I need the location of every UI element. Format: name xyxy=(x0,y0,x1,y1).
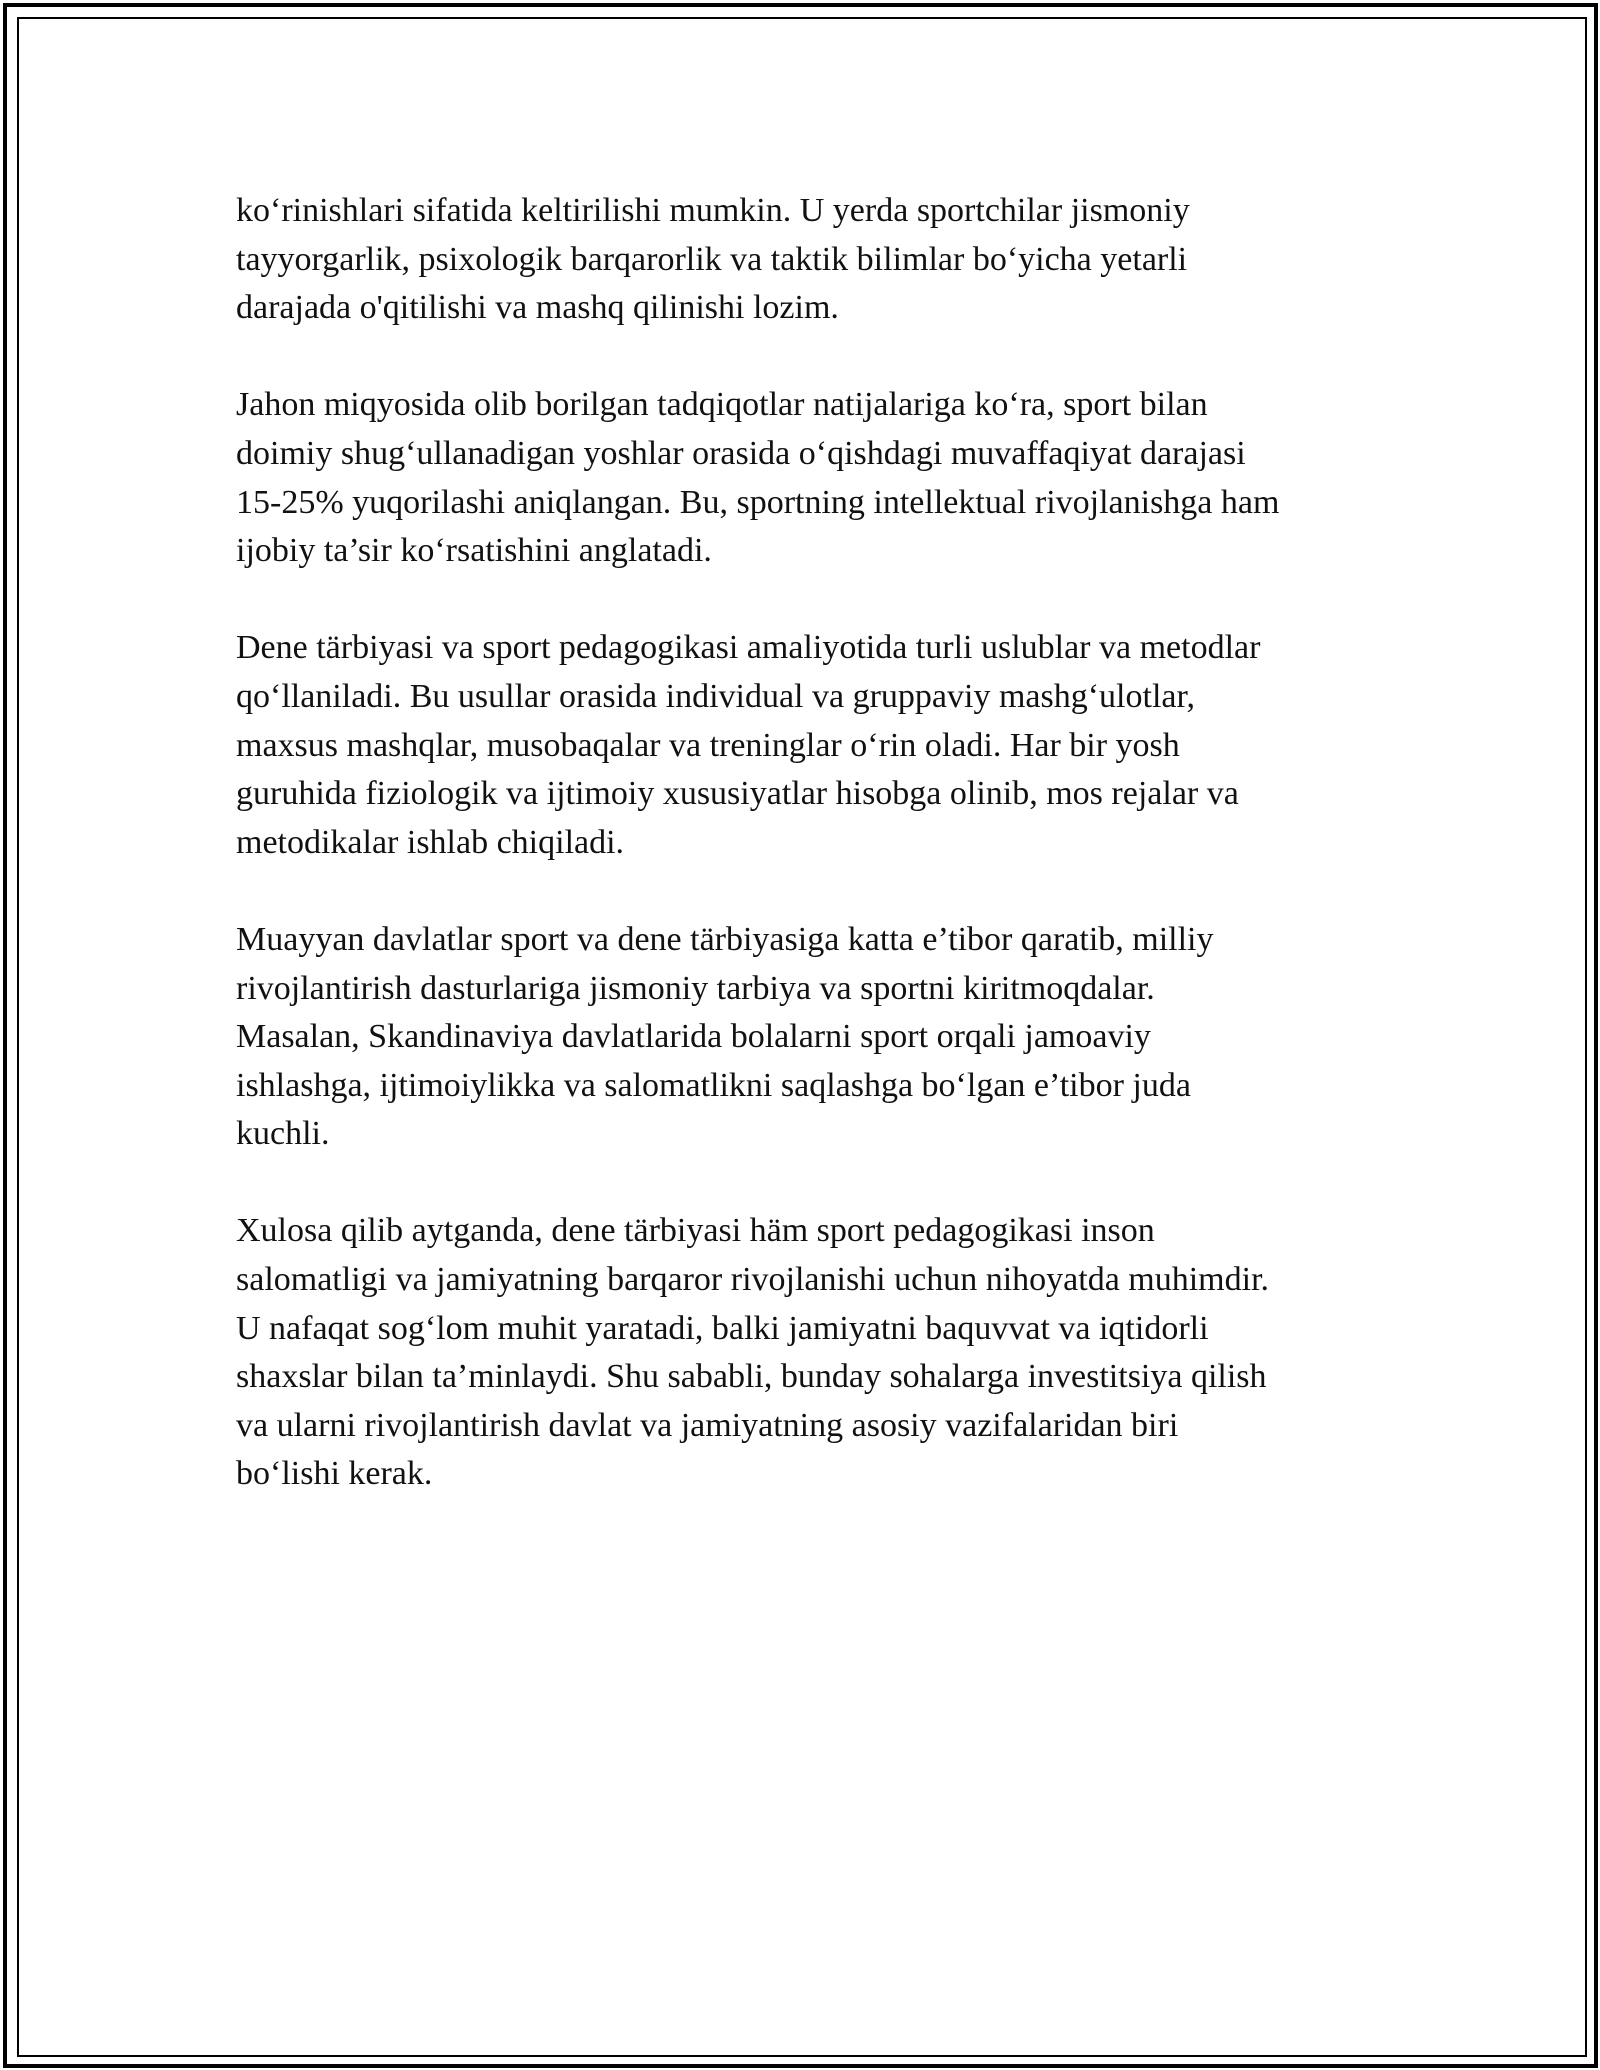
paragraph-1 xyxy=(236,187,1386,333)
text-line: kuchli. xyxy=(236,1115,330,1153)
text-line: shaxslar bilan ta’minlaydi. Shu sababli, bunday sohalarga investitsiya qilish xyxy=(236,1358,1267,1396)
text-line: tayyorgarlik, psixologik barqarorlik va taktik bilimlar bo‘yicha yetarli xyxy=(236,240,1188,278)
text-line: Masalan, Skandinaviya davlatlarida bolalarni sport orqali jamoaviy xyxy=(236,1018,1151,1056)
text-line: Muayyan davlatlar sport va dene tärbiyasiga katta e’tibor qaratib, milliy xyxy=(236,920,1214,958)
text-line: Jahon miqyosida olib borilgan tadqiqotlar natijalariga ko‘ra, sport bilan xyxy=(236,386,1208,424)
text-line: maxsus mashqlar, musobaqalar va treninglar o‘rin oladi. Har bir yosh xyxy=(236,726,1180,764)
paragraph-3 xyxy=(236,624,1386,867)
paragraph-2 xyxy=(236,381,1386,575)
text-line: ijobiy ta’sir ko‘rsatishini anglatadi. xyxy=(236,532,712,570)
text-line: va ularni rivojlantirish davlat va jamiyatning asosiy vazifalaridan biri xyxy=(236,1406,1179,1444)
text-line: Xulosa qilib aytganda, dene tärbiyasi häm sport pedagogikasi inson xyxy=(236,1212,1155,1250)
text-line: U nafaqat sog‘lom muhit yaratadi, balki jamiyatni baquvvat va iqtidorli xyxy=(236,1309,1209,1347)
text-line: rivojlantirish dasturlariga jismoniy tarbiya va sportni kiritmoqdalar. xyxy=(236,969,1155,1007)
text-line: ko‘rinishlari sifatida keltirilishi mumkin. U yerda sportchilar jismoniy xyxy=(236,192,1190,229)
text-line: guruhida fiziologik va ijtimoiy xususiyatlar hisobga olinib, mos rejalar va xyxy=(236,775,1239,813)
text-line: metodikalar ishlab chiqiladi. xyxy=(236,823,625,861)
text-line: 15-25% yuqorilashi aniqlangan. Bu, sportning intellektual rivojlanishga ham xyxy=(236,483,1280,521)
text-line: doimiy shug‘ullanadigan yoshlar orasida o‘qishdagi muvaffaqiyat darajasi xyxy=(236,434,1246,472)
paragraph-4 xyxy=(236,916,1386,1159)
text-line: bo‘lishi kerak. xyxy=(236,1455,433,1493)
text-line: ishlashga, ijtimoiylikka va salomatlikni saqlashga bo‘lgan e’tibor juda xyxy=(236,1066,1191,1104)
text-line: Dene tärbiyasi va sport pedagogikasi amaliyotida turli uslublar va metodlar xyxy=(236,629,1261,667)
text-line: qo‘llaniladi. Bu usullar orasida individual va gruppaviy mashg‘ulotlar, xyxy=(236,677,1195,715)
text-line: salomatligi va jamiyatning barqaror rivojlanishi uchun nihoyatda muhimdir. xyxy=(236,1261,1270,1299)
paragraph-5 xyxy=(236,1207,1386,1499)
text-line: darajada o'qitilishi va mashq qilinishi lozim. xyxy=(236,289,839,327)
document-body xyxy=(236,187,1386,1548)
